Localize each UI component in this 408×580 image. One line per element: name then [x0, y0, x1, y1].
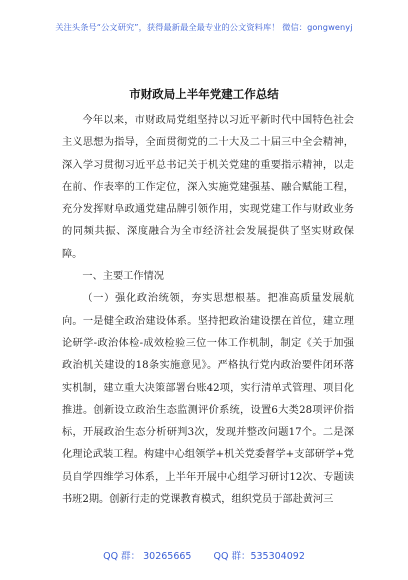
body-paragraph: （一）强化政治统领，夯实思想根基。把准高质量发展航向。一是健全政治建设体系。坚持把政治建设摆在首位，建立理论研学-政治体检-成效检验三位一体工作机制，制定《关于加强政治机关建设的18条实施意见》。严格执行党内政治要件闭环落实机制，建立重大决策部署台账42项，实行清单式管理、项目化推进。创新设立政治生态监测评价系统，设置6大类28项评价指标，开展政治生态分析研判3次，发现并整改问题17个。二是深化理论武装工程。构建中心组领学+机关党委督学+支部研学+党员自学四维学习体系，上半年开展中心组学习研讨12次、专题读书班2期。创新行走的党课教育模式，组织党员于部赴黄河三 — [62, 293, 354, 506]
qq-group-1: QQ 群： 30265665 — [103, 551, 192, 562]
footer-qq-groups — [0, 548, 408, 562]
section-heading: 一、主要工作情况 — [82, 271, 164, 283]
document-title: 市财政局上半年党建工作总结 — [129, 87, 279, 101]
qq-group-2: QQ 群：535304092 — [213, 551, 305, 562]
header-notice: 关注头条号“公文研究”，获得最新最全最专业的公文资料库！ 微信：gongwenyj — [55, 22, 353, 32]
document-body — [62, 110, 354, 511]
intro-paragraph: 今年以来，市财政局党组坚持以习近平新时代中国特色社会主义思想为指导，全面贯彻党的二十大及二十届三中全会精神，深入学习贯彻习近平总书记关于机关党建的重要指示精神，以走在前、作表率的工作定位，深入实施党建强基、融合赋能工程，充分发挥财阜政通党建品牌引领作用，实现党建工作与财政业务的同频共振、深度融合为全市经济社会发展提供了坚实财政保障。 — [62, 115, 354, 260]
